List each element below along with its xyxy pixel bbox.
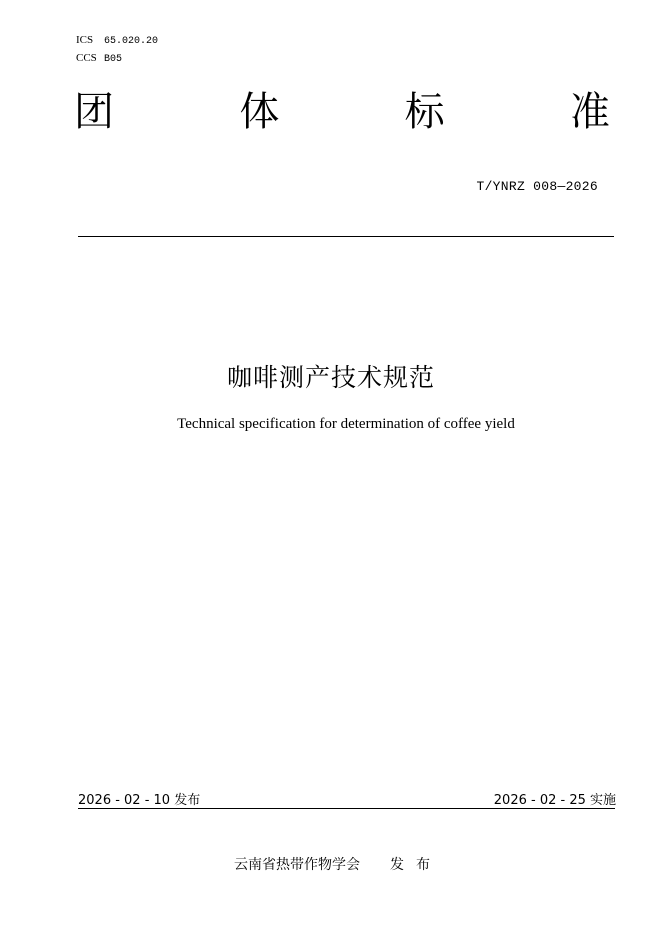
classification-codes (76, 32, 158, 68)
ccs-value: B05 (104, 54, 123, 65)
ccs-label: CCS (76, 52, 97, 64)
ics-label: ICS (76, 34, 94, 46)
ics-row (76, 32, 158, 50)
standard-type-char: 团 (74, 89, 114, 135)
issue-date: 2026 - 02 - 10 发布 (78, 793, 201, 808)
document-title-english: Technical specification for determination of coffee yield (177, 416, 515, 432)
top-divider (78, 236, 614, 237)
standard-type-char: 准 (569, 89, 610, 135)
standard-type-char: 标 (404, 89, 445, 135)
document-title-chinese: 咖啡测产技术规范 (226, 363, 435, 392)
standard-number: T/YNRZ 008—2026 (476, 179, 598, 194)
publisher-name: 云南省热带作物学会 (234, 857, 360, 873)
standard-type-char: 体 (239, 89, 280, 135)
ics-value: 65.020.20 (104, 36, 159, 47)
publisher-line (0, 854, 662, 874)
ccs-row (76, 50, 158, 68)
implementation-date: 2026 - 02 - 25 实施 (493, 793, 616, 808)
standard-type-heading (74, 90, 610, 134)
publisher-action: 发布 (390, 857, 442, 873)
bottom-divider (78, 808, 615, 809)
